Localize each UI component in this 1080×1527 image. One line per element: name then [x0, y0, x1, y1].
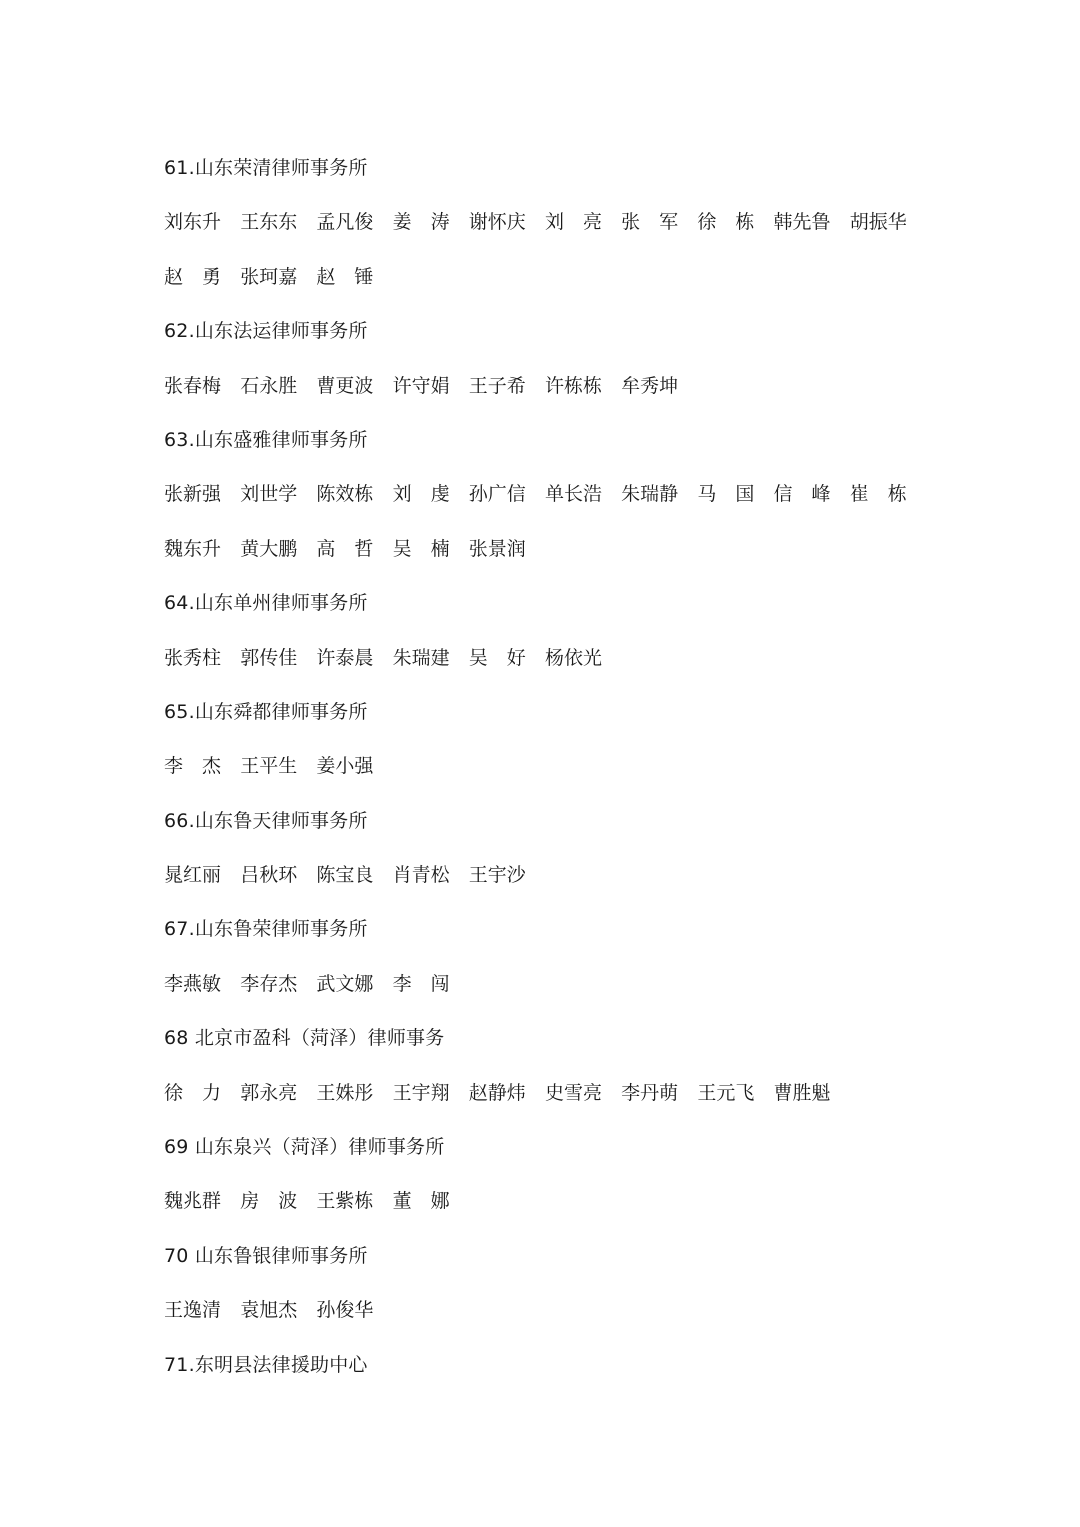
lawyer-name: 董 娜 — [392, 1190, 450, 1213]
lawyer-name: 郭永亮 — [240, 1081, 298, 1104]
lawyer-name: 韩先鲁 — [773, 211, 831, 234]
lawyer-name: 李丹萌 — [621, 1081, 679, 1104]
lawyer-name: 吴 好 — [468, 646, 526, 669]
lawyer-name: 黄大鹏 — [240, 537, 298, 560]
lawyer-name: 牟秀坤 — [621, 374, 679, 397]
lawyer-name: 信 峰 — [773, 483, 831, 506]
lawyer-name: 刘东升 — [164, 211, 222, 234]
lawyer-name: 石永胜 — [240, 374, 298, 397]
lawyer-name: 曹胜魁 — [773, 1081, 831, 1104]
lawyer-name: 王宇沙 — [468, 864, 526, 887]
lawyer-name: 杨依光 — [544, 646, 602, 669]
lawyer-name: 吴 楠 — [392, 537, 450, 560]
lawyer-name: 许泰晨 — [316, 646, 374, 669]
document-body — [164, 141, 1024, 1392]
lawyer-names-row — [164, 631, 1024, 685]
lawyer-name: 朱瑞建 — [392, 646, 450, 669]
firm-heading: 66.山东鲁天律师事务所 — [164, 809, 368, 832]
lawyer-names-row — [164, 1174, 1024, 1228]
lawyer-name: 王元飞 — [697, 1081, 755, 1104]
lawyer-name: 王逸清 — [164, 1299, 222, 1322]
lawyer-name: 张秀柱 — [164, 646, 222, 669]
firm-heading: 71.东明县法律援助中心 — [164, 1353, 368, 1376]
firm-heading: 63.山东盛雅律师事务所 — [164, 428, 368, 451]
lawyer-name: 高 哲 — [316, 537, 374, 560]
lawyer-names-row — [164, 1283, 1024, 1337]
lawyer-name: 赵 勇 — [164, 265, 222, 288]
lawyer-name: 王宇翔 — [392, 1081, 450, 1104]
lawyer-names-row — [164, 848, 1024, 902]
lawyer-name: 李 杰 — [164, 755, 222, 778]
lawyer-name: 徐 栋 — [697, 211, 755, 234]
lawyer-name: 赵 锤 — [316, 265, 374, 288]
lawyer-names-row — [164, 250, 1024, 304]
lawyer-name: 谢怀庆 — [468, 211, 526, 234]
lawyer-name: 李燕敏 — [164, 972, 222, 995]
lawyer-name: 王子希 — [468, 374, 526, 397]
lawyer-name: 曹更波 — [316, 374, 374, 397]
lawyer-name: 刘 虔 — [392, 483, 450, 506]
firm-heading: 70 山东鲁银律师事务所 — [164, 1244, 368, 1267]
lawyer-name: 单长浩 — [544, 483, 602, 506]
lawyer-name: 王东东 — [240, 211, 298, 234]
lawyer-name: 武文娜 — [316, 972, 374, 995]
lawyer-name: 肖青松 — [392, 864, 450, 887]
lawyer-names-row — [164, 957, 1024, 1011]
lawyer-name: 赵静炜 — [468, 1081, 526, 1104]
lawyer-name: 张景润 — [468, 537, 526, 560]
lawyer-names-row — [164, 1066, 1024, 1120]
lawyer-name: 胡振华 — [849, 211, 907, 234]
lawyer-name: 姜 涛 — [392, 211, 450, 234]
lawyer-name: 刘世学 — [240, 483, 298, 506]
lawyer-names-row — [164, 467, 1024, 521]
firm-heading: 68 北京市盈科（菏泽）律师事务 — [164, 1027, 445, 1050]
lawyer-names-row — [164, 195, 1024, 249]
firm-heading: 64.山东单州律师事务所 — [164, 592, 368, 615]
firm-heading: 65.山东舜都律师事务所 — [164, 700, 368, 723]
lawyer-name: 张珂嘉 — [240, 265, 298, 288]
lawyer-name: 张新强 — [164, 483, 222, 506]
lawyer-name: 王紫栋 — [316, 1190, 374, 1213]
firm-heading: 61.山东荣清律师事务所 — [164, 157, 368, 179]
lawyer-name: 陈效栋 — [316, 483, 374, 506]
lawyer-name: 崔 栋 — [849, 483, 907, 506]
lawyer-names-row — [164, 739, 1024, 793]
lawyer-name: 孙广信 — [468, 483, 526, 506]
lawyer-name: 史雪亮 — [544, 1081, 602, 1104]
lawyer-names-row — [164, 359, 1024, 413]
lawyer-name: 马 国 — [697, 483, 755, 506]
lawyer-name: 刘 亮 — [544, 211, 602, 234]
lawyer-name: 李 闯 — [392, 972, 450, 995]
firm-heading: 69 山东泉兴（菏泽）律师事务所 — [164, 1136, 445, 1159]
lawyer-name: 王姝彤 — [316, 1081, 374, 1104]
firm-heading: 62.山东法运律师事务所 — [164, 320, 368, 343]
lawyer-name: 许守娟 — [392, 374, 450, 397]
lawyer-name: 朱瑞静 — [621, 483, 679, 506]
lawyer-name: 李存杰 — [240, 972, 298, 995]
lawyer-name: 张 军 — [621, 211, 679, 234]
lawyer-name: 许栋栋 — [544, 374, 602, 397]
lawyer-name: 郭传佳 — [240, 646, 298, 669]
lawyer-name: 王平生 — [240, 755, 298, 778]
lawyer-name: 孟凡俊 — [316, 211, 374, 234]
lawyer-name: 吕秋环 — [240, 864, 298, 887]
lawyer-name: 孙俊华 — [316, 1299, 374, 1322]
lawyer-name: 房 波 — [240, 1190, 298, 1213]
lawyer-name: 张春梅 — [164, 374, 222, 397]
firm-heading: 67.山东鲁荣律师事务所 — [164, 918, 368, 941]
lawyer-name: 魏兆群 — [164, 1190, 222, 1213]
lawyer-name: 徐 力 — [164, 1081, 222, 1104]
lawyer-name: 袁旭杰 — [240, 1299, 298, 1322]
lawyer-name: 晁红丽 — [164, 864, 222, 887]
lawyer-name: 魏东升 — [164, 537, 222, 560]
lawyer-name: 姜小强 — [316, 755, 374, 778]
lawyer-names-row — [164, 522, 1024, 576]
lawyer-name: 陈宝良 — [316, 864, 374, 887]
